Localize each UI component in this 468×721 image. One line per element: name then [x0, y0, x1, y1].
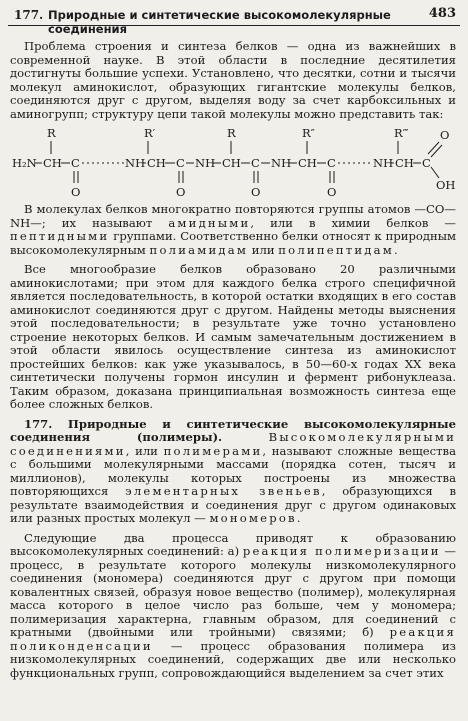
side-chain-r2: R′ — [144, 126, 156, 140]
side-chain-r1: R — [47, 126, 56, 140]
atom-o: O — [176, 185, 186, 199]
atom-nh: NH — [125, 156, 146, 170]
paragraph-amino-acids: Все многообразие белков образовано 20 различными аминокислотами; при этом для каждого белка строго специфичной является последовательность, в которой остатки входящих в его состав аминокислот соединяются друг с другом. Найдены методы выяснения этой последовательности; в результате уже точно установлено строение некоторых белков. И самым замечательным достижением в этой области явилось осуществление синтеза из аминокислот простейших белков: как уже указывалось, в 50—60-х годах XX века синтетически получены гормон инсулин и фермент рибонуклеаза. Таким образом, доказана принципиальная возможность синтеза еще более сложных белков. — [10, 262, 456, 411]
atom-h2n: H₂N — [12, 156, 37, 170]
bond — [431, 145, 442, 157]
atom-o: O — [71, 185, 81, 199]
paragraph-peptide-groups: В молекулах белков многократно повторяются группы атомов —CO—NH—; их называют амидными, или в химии белков — пептидными группами. Соответственно белки относят к природным высокомолекулярным полиамидам или полипептидам. — [10, 202, 456, 257]
atom-ch: CH — [222, 156, 241, 170]
atom-o: O — [327, 185, 337, 199]
section-heading: 177. Природные и синтетические высокомолекулярные соединения (полимеры). — [10, 416, 456, 444]
atom-ch: CH — [298, 156, 317, 170]
bond — [428, 142, 439, 154]
header-section-number: 177. — [14, 8, 44, 22]
atom-c: C — [71, 156, 80, 170]
paragraph-protein-structure: Проблема строения и синтеза белков — одна из важнейших в современной науке. В этой области в последние десятилетия достигнуты большие успехи. Установлено, что десятки, сотни и тысячи молекул аминокислот, образующих гигантские молекулы белков, соединяются друг с другом, выделяя воду за счет карбоксильных и аминогрупп; структуру цепи такой молекулы можно представить так: — [10, 39, 456, 121]
atom-nh: NH — [271, 156, 292, 170]
side-chain-r5: R‴ — [394, 126, 409, 140]
atom-o: O — [440, 128, 450, 142]
side-chain-r3: R — [227, 126, 236, 140]
atom-ch: CH — [147, 156, 166, 170]
atom-ch: CH — [395, 156, 414, 170]
paragraph-polymers-definition: 177. Природные и синтетические высокомолекулярные соединения (полимеры). Высокомолекулярными соединениями, или полимерами, называют сложные вещества с большими молекулярными массами (порядка сотен, тысяч и миллионов), молекулы которых построены из множества повторяющихся элементарных звеньев, образующихся в результате взаимодействия и соединения друг с другом одинаковых или разных простых молекул — мономеров. — [10, 416, 456, 525]
atom-oh: OH — [436, 178, 456, 192]
atom-o: O — [251, 185, 261, 199]
atom-ch: CH — [43, 156, 62, 170]
atom-nh: NH — [373, 156, 394, 170]
atom-c: C — [176, 156, 185, 170]
page-body — [10, 40, 456, 680]
header-title: Природные и синтетические высокомолекулярные соединения — [48, 8, 391, 36]
atom-nh: NH — [195, 156, 216, 170]
atom-c: C — [251, 156, 260, 170]
header-rule — [8, 25, 460, 26]
page-number: 483 — [428, 6, 456, 21]
bond — [431, 167, 439, 178]
running-header — [8, 6, 460, 36]
atom-c: C — [422, 156, 431, 170]
atom-c: C — [327, 156, 336, 170]
paragraph-polymer-processes: Следующие два процесса приводят к образованию высокомолекулярных соединений: а) реакция полимеризации — процесс, в результате которого молекулы низкомолекулярного соединения (мономера) соединяются друг с другом при помощи ковалентных связей, образуя новое вещество (полимер), молекулярная масса которого в целое число раз больше, чем у мономера; полимеризация характерна, главным образом, для соединений с кратными (двойными или тройными) связями; б) реакция поликонденсации — процесс образования полимера из низкомолекулярных соединений, содержащих две или несколько функциональных групп, сопровождающийся выделением за счет этих — [10, 530, 457, 680]
side-chain-r4: R″ — [302, 126, 315, 140]
